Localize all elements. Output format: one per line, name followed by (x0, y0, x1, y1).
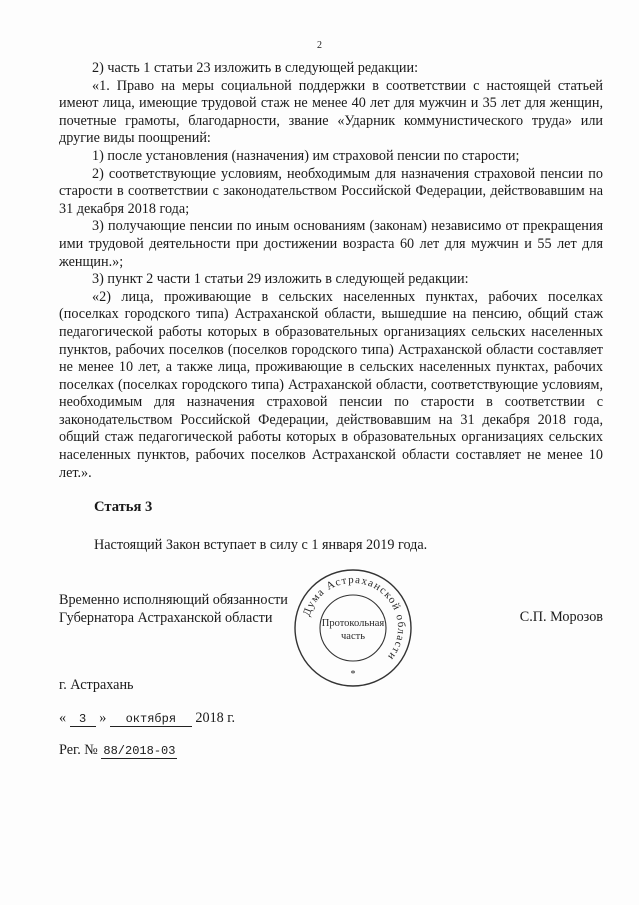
city: г. Астрахань (59, 677, 134, 693)
paragraph: «1. Право на меры социальной поддержки в соответствии с настоящей статьей имеют лица, имеющие трудовой стаж не менее 40 лет для мужчин и 35 лет для женщин, почетные грамоты, благодарности, звание «Ударник коммунистического труда» или другие виды поощрений: (59, 77, 603, 147)
date-day: 3 (70, 712, 96, 727)
law-amendment-text (59, 60, 603, 482)
paragraph: «2) лица, проживающие в сельских населенных пунктах, рабочих поселках (поселках городского типа) Астраханской области, вышедшие на пенсию, общий стаж педагогической работы которых в образовательных организациях сельских населенных пунктов, рабочих поселков (поселков городского типа) Астраханской области составляет не менее 10 лет, а также лица, проживающие в сельских населенных пунктах, рабочих поселках (поселках городского типа) Астраханской области, соответствующие условиям, необходимым для назначения страховой пенсии по старости в соответствии с законодательством Российской Федерации, действовавшим на 31 декабря 2018 года, общий стаж педагогической работы которых в образовательных организациях сельских населенных пунктов, рабочих поселков Астраханской области составляет не менее 10 лет.». (59, 288, 603, 481)
date-month: октября (110, 712, 192, 727)
official-stamp (291, 566, 415, 690)
paragraph: 1) после установления (назначения) им страховой пенсии по старости; (92, 147, 520, 164)
paragraph: 2) часть 1 статьи 23 изложить в следующей редакции: (92, 60, 419, 76)
stamp-center-line1: Протокольная (321, 618, 385, 629)
effective-date-text: Настоящий Закон вступает в силу с 1 января 2019 года. (94, 537, 428, 553)
signer-title-line2: Губернатора Астраханской области (59, 610, 273, 626)
signature-block (59, 591, 288, 627)
registration-number (59, 742, 177, 759)
paragraph: 2) соответствующие условиям, необходимым для назначения страховой пенсии по старости в соответствии с законодательством Российской Федерации, действовавшим на 31 декабря 2018 года; (59, 165, 603, 217)
paragraph: 3) пункт 2 части 1 статьи 29 изложить в следующей редакции: (92, 271, 469, 288)
registration-label: Рег. № (59, 742, 98, 758)
signer-title-line1: Временно исполняющий обязанности (59, 592, 288, 608)
signer-name: С.П. Морозов (519, 609, 603, 625)
date-close-quote: » (99, 710, 107, 726)
page-number: 2 (317, 40, 322, 51)
stamp-ring-text: Дума Астраханской области (300, 573, 408, 664)
date-year: 2018 г. (195, 710, 236, 726)
registration-value: 88/2018-03 (103, 744, 176, 758)
stamp-center-line2: часть (341, 631, 365, 642)
date-open-quote: « (59, 710, 67, 726)
article-heading: Статья 3 (94, 499, 153, 515)
stamp-star-icon: * (350, 669, 356, 680)
signing-date (59, 710, 235, 727)
stamp-graphic (291, 566, 415, 690)
paragraph: 3) получающие пенсии по иным основаниям (законам) независимо от прекращения ими трудовой деятельности при достижении возраста 60 лет для мужчин и 55 лет для женщин.»; (59, 218, 603, 270)
